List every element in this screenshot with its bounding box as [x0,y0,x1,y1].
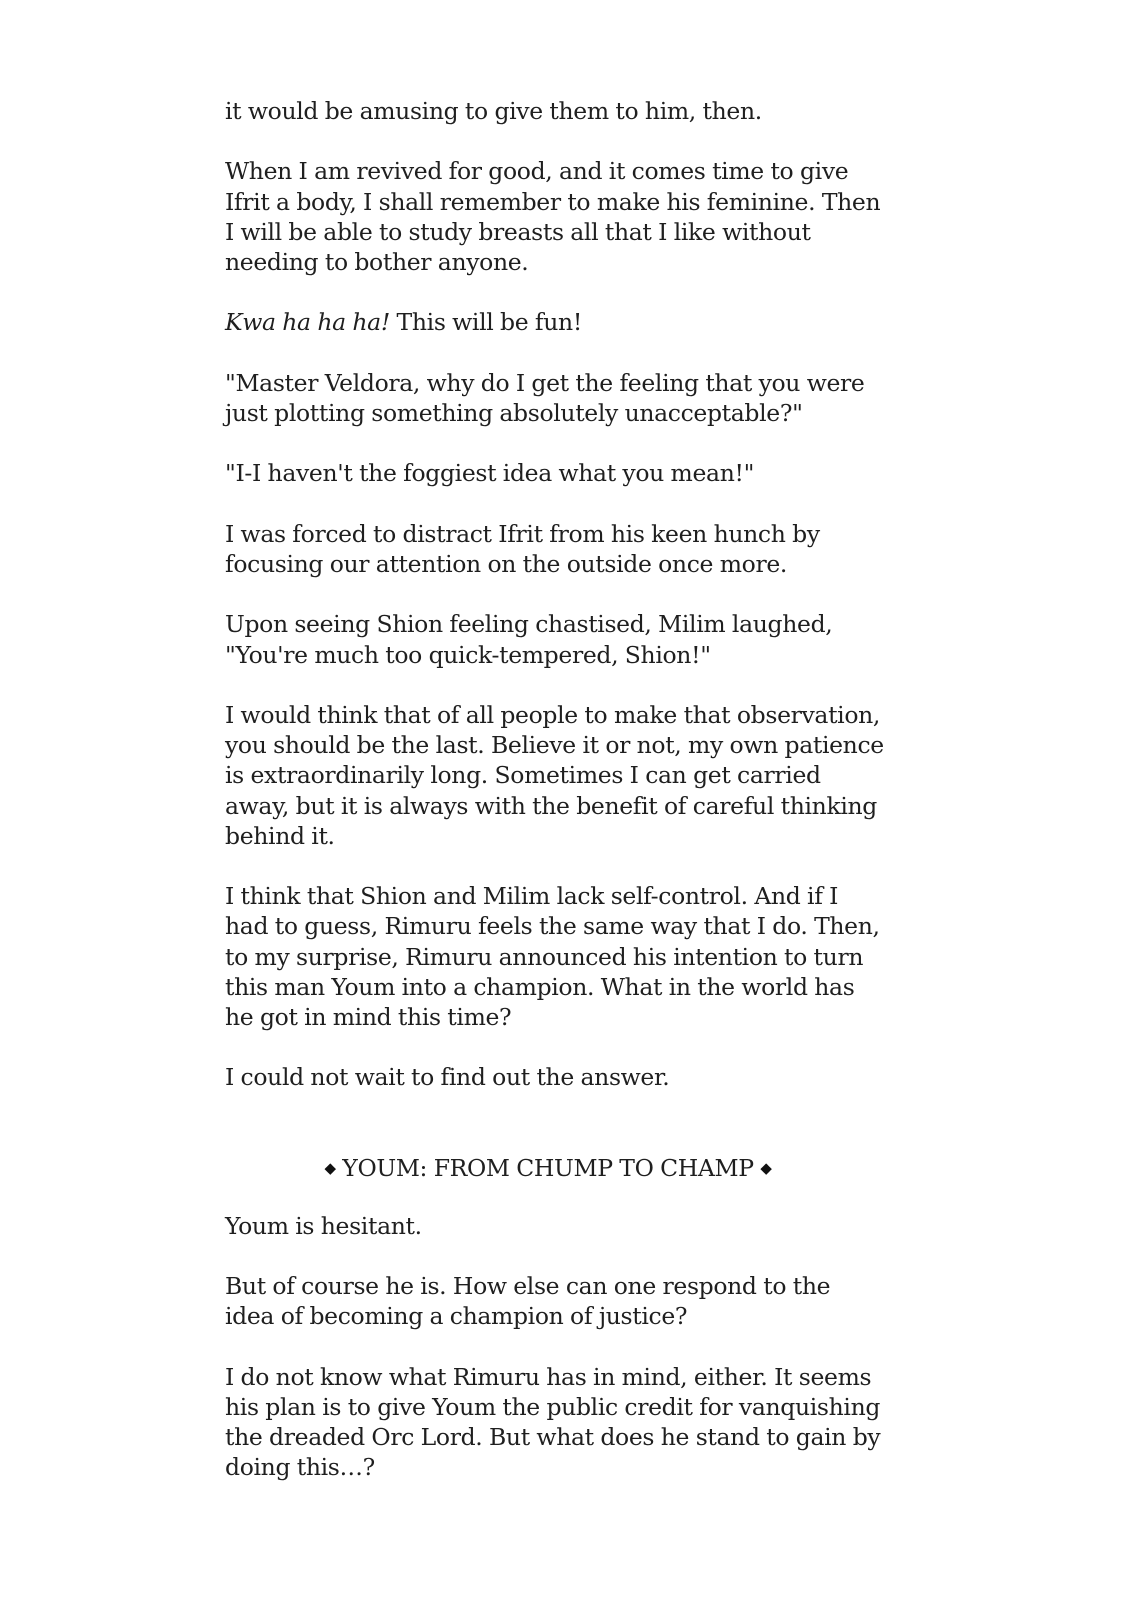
paragraph: When I am revived for good, and it comes time to give Ifrit a body, I shall remember to make his feminine. Then I will be able to study breasts all that I like without needing to bother anyone. [225,157,881,276]
paragraph: I was forced to distract Ifrit from his keen hunch by focusing our attention on the outside once more. [225,519,820,578]
paragraph: Youm is hesitant. [225,1211,422,1240]
paragraph: I think that Shion and Milim lack self-control. And if I had to guess, Rimuru feels the same way that I do. Then, to my surprise, Rimuru announced his intention to turn this man Youm into a champion. What in the world has he got in mind this time? [225,882,880,1031]
diamond-icon: ◆ [324,1158,336,1177]
paragraph-kwa [225,307,885,337]
paragraph: "Master Veldora, why do I get the feeling that you were just plotting something absolutely unacceptable?" [225,368,865,427]
paragraph: I would think that of all people to make that observation, you should be the last. Believe it or not, my own patience is extraordinarily long. Sometimes I can get carried away, but it is always with the benefit of careful thinking behind it. [225,700,884,850]
paragraph: it would be amusing to give them to him, then. [225,97,762,125]
paragraph: But of course he is. How else can one respond to the idea of becoming a champion of justice? [225,1272,831,1331]
italic-laugh: Kwa ha ha ha! [225,308,390,337]
paragraph: Upon seeing Shion feeling chastised, Milim laughed, "You're much too quick-tempered, Shion!" [225,610,833,669]
diamond-icon: ◆ [760,1158,772,1177]
paragraph: "I-I haven't the foggiest idea what you mean!" [225,459,755,488]
section-title: YOUM: FROM CHUMP TO CHAMP [342,1153,754,1182]
section-heading [225,1153,885,1183]
paragraph: I could not wait to find out the answer. [225,1063,670,1092]
page-body [225,96,885,1483]
paragraph: I do not know what Rimuru has in mind, either. It seems his plan is to give Youm the public credit for vanquishing the dreaded Orc Lord. But what does he stand to gain by doing this…? [225,1362,881,1482]
paragraph-kwa-rest: This will be fun! [389,308,582,337]
